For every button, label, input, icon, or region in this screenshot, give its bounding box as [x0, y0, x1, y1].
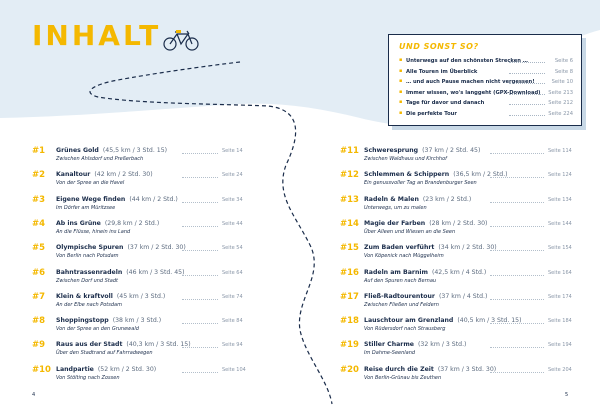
bullet-icon: ▪: [399, 99, 403, 105]
tour-title: Kanaltour: [56, 171, 91, 179]
bullet-icon: ▪: [399, 78, 403, 84]
dot-leader: [182, 226, 218, 227]
toc-entry[interactable]: [32, 146, 262, 168]
tour-page: Seite 74: [222, 293, 243, 300]
toc-entry[interactable]: [340, 243, 570, 265]
tour-page: Seite 84: [222, 318, 243, 325]
extras-item-label: Die perfekte Tour: [406, 110, 457, 117]
tour-title: Fließ-Radtourentour: [364, 292, 435, 300]
tour-number: #11: [340, 146, 359, 156]
tour-name: [56, 220, 159, 227]
dot-leader: [509, 83, 545, 84]
tour-meta: (45,5 km / 3 Std. 15): [102, 147, 168, 154]
tour-meta: (40,5 km / 3 Std. 15): [457, 317, 522, 325]
dot-leader: [182, 275, 218, 276]
tour-meta: (23 km / 2 Std.): [422, 195, 472, 203]
tour-description: Im Dahme-Seenland: [364, 350, 416, 357]
tour-title: Reise durch die Zeit: [364, 365, 434, 373]
tour-name: [364, 147, 480, 154]
toc-entry[interactable]: [32, 268, 262, 290]
extras-item-label: Immer wissen, wo's langgeht (GPX-Download): [406, 89, 541, 96]
dot-leader: [490, 275, 544, 276]
toc-entry[interactable]: [340, 365, 570, 387]
tour-page: Seite 194: [548, 342, 572, 349]
tour-name: [56, 244, 186, 251]
tour-number: #8: [32, 316, 46, 327]
tour-name: [364, 293, 487, 300]
dot-leader: [490, 372, 544, 373]
tour-page: Seite 94: [222, 342, 243, 349]
tour-meta: (32 km / 3 Std.): [418, 341, 467, 349]
dot-leader: [490, 323, 544, 324]
tour-meta: (34 km / 2 Std. 30): [438, 244, 497, 252]
dot-leader: [490, 153, 544, 154]
toc-entry[interactable]: [340, 316, 570, 338]
tour-meta: (37 km / 4 Std.): [438, 292, 488, 300]
dot-leader: [182, 250, 218, 251]
tour-name: [364, 366, 496, 373]
page-title: INHALT: [32, 19, 162, 52]
toc-entry[interactable]: [340, 292, 570, 314]
tour-page: Seite 34: [222, 196, 243, 203]
tour-description: Über Alleen und Wiesen an die Seen: [364, 228, 456, 235]
tour-title: Magie der Farben: [364, 219, 426, 227]
extras-item[interactable]: [399, 57, 575, 66]
toc-entry[interactable]: [32, 316, 262, 338]
tour-description: An der Elbe nach Potsdam: [56, 301, 122, 308]
tour-page: Seite 44: [222, 220, 243, 227]
tour-title: Zum Baden verführt: [364, 244, 435, 252]
dot-leader: [490, 299, 544, 300]
extras-box-title: UND SONST SO?: [399, 42, 479, 51]
tour-page: Seite 114: [548, 148, 572, 154]
dot-leader: [509, 62, 545, 63]
tour-meta: (46 km / 3 Std. 45): [126, 268, 185, 276]
tour-title: Stiller Charme: [364, 341, 414, 349]
tour-page: Seite 174: [548, 293, 572, 300]
tour-title: Radeln am Barnim: [364, 268, 428, 276]
tour-description: Zwischen Fließen und Feldern: [364, 301, 439, 308]
tour-name: [56, 147, 167, 154]
tour-meta: (37 km / 3 Std. 30): [437, 365, 497, 373]
tour-meta: (44 km / 2 Std.): [129, 195, 178, 203]
toc-entry[interactable]: [32, 365, 262, 387]
dot-leader: [509, 115, 545, 116]
tour-number: #12: [340, 170, 359, 181]
tour-meta: (37 km / 2 Std. 30): [127, 244, 186, 252]
extras-box: [388, 34, 582, 126]
toc-entry[interactable]: [340, 219, 570, 241]
tour-name: [364, 220, 487, 227]
tour-number: #1: [32, 146, 46, 156]
tour-name: [56, 341, 191, 348]
tour-description: Von Berlin nach Potsdam: [56, 253, 119, 260]
tour-description: Von Berlin-Grünau bis Zeuthen: [364, 374, 442, 381]
tour-number: #16: [340, 267, 359, 278]
tour-number: #2: [32, 170, 46, 181]
tour-number: #13: [340, 194, 359, 205]
tour-meta: (40,3 km / 3 Std. 15): [126, 341, 191, 349]
dot-leader: [182, 347, 218, 348]
tour-description: Von der Spree an den Grunewald: [56, 326, 139, 333]
tour-description: Von der Spree an die Havel: [56, 180, 125, 187]
tour-number: #17: [340, 291, 359, 302]
dot-leader: [509, 73, 545, 74]
extras-item[interactable]: [399, 110, 575, 119]
tour-meta: (42 km / 2 Std. 30): [94, 171, 153, 179]
tour-name: [56, 171, 153, 178]
tour-meta: (29,8 km / 2 Std.): [104, 219, 160, 227]
tour-page: Seite 104: [222, 366, 246, 373]
tour-page: Seite 14: [222, 148, 243, 154]
bullet-icon: ▪: [399, 57, 403, 63]
tour-title: Klein & kraftvoll: [56, 292, 113, 300]
tour-title: Ab ins Grüne: [56, 219, 101, 227]
extras-item-label: Tage für davor und danach: [406, 100, 485, 106]
tour-description: Über den Stadtrand auf Fahrradwegen: [56, 350, 153, 357]
extras-item-label: … und auch Pause machen nicht vergessen!: [406, 79, 535, 85]
dot-leader: [490, 226, 544, 227]
tour-description: Von Stölting nach Zossen: [56, 374, 120, 381]
dot-leader: [490, 202, 544, 203]
tour-page: Seite 144: [548, 220, 572, 227]
page-number-right: 5: [565, 392, 569, 398]
dot-leader: [182, 153, 218, 154]
toc-entry[interactable]: [32, 219, 262, 241]
tour-page: Seite 164: [548, 269, 572, 276]
tour-page: Seite 134: [548, 196, 572, 203]
tour-name: [56, 366, 156, 373]
tour-title: Olympische Spuren: [56, 244, 124, 252]
tour-title: Raus aus der Stadt: [56, 341, 123, 349]
tour-page: Seite 204: [548, 366, 572, 373]
extras-item-label: Alle Touren im Überblick: [406, 68, 478, 75]
tour-description: Zwischen Waldhaus und Kirchhof: [364, 156, 447, 162]
dot-leader: [182, 202, 218, 203]
tour-number: #18: [340, 316, 359, 327]
dot-leader: [182, 177, 218, 178]
tour-number: #5: [32, 243, 46, 254]
tour-description: Von Rüdersdorf nach Strausberg: [364, 326, 446, 333]
tour-meta: (36,5 km / 2 Std.): [453, 171, 508, 179]
tour-page: Seite 24: [222, 172, 243, 179]
tour-meta: (42,5 km / 4 Std.): [431, 268, 487, 276]
tour-description: Ein genussvoller Tag an Brandenburger Seen: [364, 180, 477, 187]
tour-page: Seite 154: [548, 245, 572, 252]
tour-meta: (28 km / 2 Std. 30): [429, 219, 488, 227]
toc-entry[interactable]: [340, 268, 570, 290]
tour-description: Von Köpenick nach Müggelheim: [364, 253, 444, 260]
tour-description: An die Flüsse, hinein ins Land: [56, 228, 131, 235]
tour-meta: (52 km / 2 Std. 30): [97, 365, 157, 373]
extras-item-page: Seite 224: [548, 110, 573, 117]
tour-page: Seite 184: [548, 318, 572, 325]
tour-number: #4: [32, 218, 46, 229]
tour-title: Shoppingstopp: [56, 317, 109, 325]
tour-number: #3: [32, 194, 46, 205]
dot-leader: [509, 94, 545, 95]
extras-item-label: Unterwegs auf den schönsten Strecken …: [406, 58, 528, 64]
bullet-icon: ▪: [399, 88, 403, 95]
dot-leader: [490, 250, 544, 251]
tour-name: [364, 244, 497, 251]
tour-name: [56, 269, 185, 276]
extras-item[interactable]: [399, 68, 575, 77]
dot-leader: [182, 372, 218, 373]
extras-item-page: Seite 6: [554, 58, 573, 64]
tour-description: Zwischen Dorf und Stadt: [56, 277, 119, 284]
tour-name: [56, 317, 161, 324]
toc-entry[interactable]: [32, 340, 262, 362]
tour-name: [56, 293, 165, 300]
page-number-left: 4: [32, 392, 36, 398]
toc-entry[interactable]: [340, 195, 570, 217]
tour-number: #20: [340, 364, 359, 375]
tour-number: #10: [32, 364, 51, 375]
extras-item-page: Seite 10: [551, 79, 573, 85]
tour-meta: (37 km / 2 Std. 45): [422, 147, 481, 154]
extras-item-page: Seite 8: [554, 68, 573, 75]
tour-number: #7: [32, 291, 46, 302]
toc-entry[interactable]: [32, 195, 262, 217]
tour-description: Im Dörfer am Müritzsee: [56, 204, 116, 211]
tour-title: Lauschtour am Grenzland: [364, 317, 454, 325]
tour-number: #14: [340, 218, 359, 229]
bullet-icon: ▪: [399, 67, 403, 74]
tour-name: [364, 196, 471, 203]
bullet-icon: ▪: [399, 109, 403, 116]
toc-entry[interactable]: [340, 340, 570, 362]
dot-leader: [182, 323, 218, 324]
tour-page: Seite 64: [222, 269, 243, 276]
toc-entry[interactable]: [32, 243, 262, 265]
tour-meta: (38 km / 3 Std.): [112, 317, 162, 325]
tour-title: Schweresprung: [364, 147, 419, 154]
tour-number: #9: [32, 340, 46, 351]
dot-leader: [182, 299, 218, 300]
tour-page: Seite 54: [222, 245, 243, 252]
tour-description: Zwischen Ahlsdorf und Preßerbach: [56, 156, 144, 162]
tour-description: Unterwegs, um zu malen: [364, 204, 427, 211]
tour-title: Bahntrassenradeln: [56, 268, 123, 276]
toc-entry[interactable]: [340, 170, 570, 192]
toc-entry[interactable]: [340, 146, 570, 168]
toc-entry[interactable]: [32, 292, 262, 314]
extras-item[interactable]: [399, 78, 575, 87]
tour-name: [364, 171, 508, 178]
tour-name: [364, 269, 486, 276]
tour-number: #19: [340, 340, 359, 351]
tour-number: #15: [340, 243, 359, 254]
tour-number: #6: [32, 267, 46, 278]
extras-item[interactable]: [399, 99, 575, 108]
tour-name: [56, 196, 178, 203]
bicycle-icon: [162, 28, 202, 52]
dot-leader: [509, 104, 545, 105]
extras-item[interactable]: [399, 89, 575, 98]
tour-title: Eigene Wege finden: [56, 195, 126, 203]
extras-item-page: Seite 212: [548, 100, 573, 106]
tour-title: Schlemmen & Schippern: [364, 171, 450, 179]
dot-leader: [490, 347, 544, 348]
tour-name: [364, 341, 466, 348]
tour-page: Seite 124: [548, 172, 572, 179]
extras-item-page: Seite 213: [548, 89, 573, 96]
tour-meta: (45 km / 3 Std.): [116, 292, 166, 300]
tour-description: Auf den Spuren nach Bernau: [364, 277, 437, 284]
tour-title: Landpartie: [56, 365, 94, 373]
tour-title: Radeln & Malen: [364, 195, 419, 203]
dot-leader: [490, 177, 544, 178]
toc-entry[interactable]: [32, 170, 262, 192]
tour-title: Grünes Gold: [56, 147, 99, 154]
